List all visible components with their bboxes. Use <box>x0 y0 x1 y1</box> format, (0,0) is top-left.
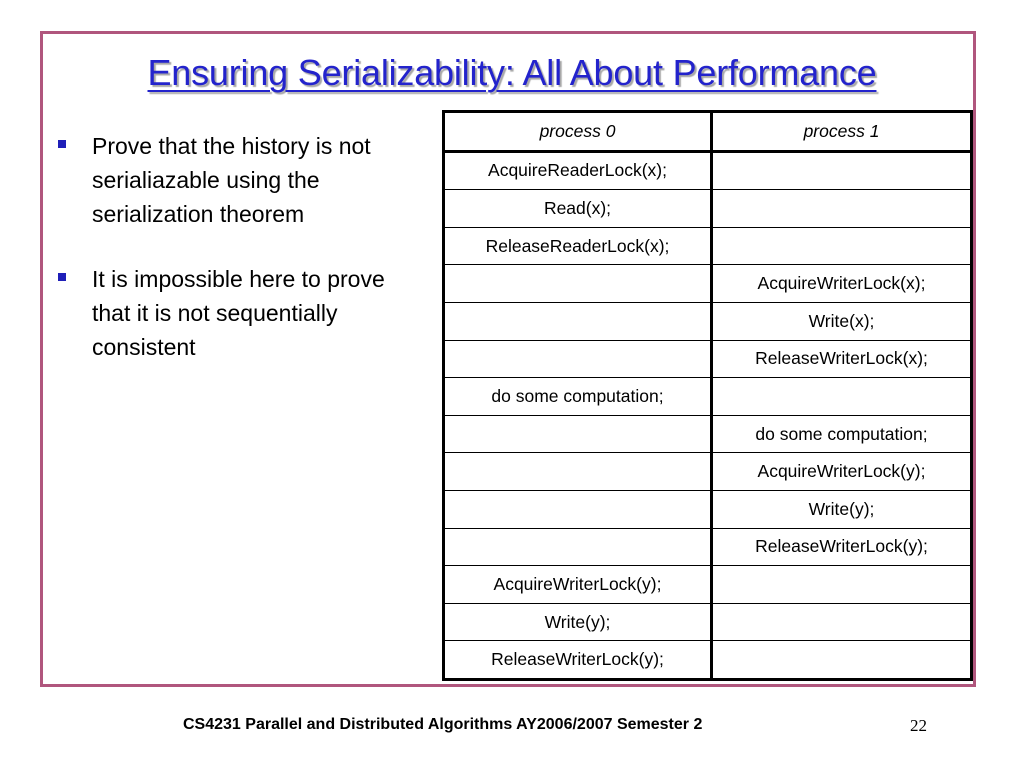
footer-course-text: CS4231 Parallel and Distributed Algorithms AY2006/2007 Semester 2 <box>183 716 703 733</box>
table-cell-process-0 <box>444 453 712 491</box>
table-cell-process-1 <box>712 190 972 228</box>
bullet-text: It is impossible here to prove that it is not sequentially consistent <box>92 266 385 360</box>
table-row <box>444 151 972 190</box>
table-cell-process-1 <box>712 378 972 416</box>
table-row <box>444 641 972 680</box>
bullet-text: Prove that the history is not serialiazable using the serialization theorem <box>92 133 371 227</box>
square-bullet-icon <box>58 273 66 281</box>
bullet-item <box>58 262 428 364</box>
table-cell-process-0 <box>444 528 712 566</box>
table-row <box>444 528 972 566</box>
table-cell-process-1: Write(y); <box>712 490 972 528</box>
table-cell-process-0: Read(x); <box>444 190 712 228</box>
header-process-1: process 1 <box>712 112 972 152</box>
table-cell-process-0 <box>444 340 712 378</box>
table-row <box>444 190 972 228</box>
table-row <box>444 265 972 303</box>
table-header-row <box>444 112 972 152</box>
table-row <box>444 302 972 340</box>
square-bullet-icon <box>58 140 66 148</box>
table-cell-process-0: AcquireReaderLock(x); <box>444 151 712 190</box>
table-cell-process-1: AcquireWriterLock(x); <box>712 265 972 303</box>
table-cell-process-1 <box>712 151 972 190</box>
slide-title: Ensuring Serializability: All About Performance <box>147 52 877 93</box>
table-cell-process-1: AcquireWriterLock(y); <box>712 453 972 491</box>
history-table <box>442 110 973 681</box>
table-cell-process-0 <box>444 265 712 303</box>
table-body <box>444 151 972 679</box>
table-row <box>444 227 972 265</box>
table-cell-process-1 <box>712 641 972 680</box>
table-cell-process-0: do some computation; <box>444 378 712 416</box>
table-cell-process-0 <box>444 490 712 528</box>
table-cell-process-1: do some computation; <box>712 415 972 453</box>
table-cell-process-1: ReleaseWriterLock(x); <box>712 340 972 378</box>
table-cell-process-0: Write(y); <box>444 603 712 641</box>
table-cell-process-0 <box>444 415 712 453</box>
table-cell-process-0: AcquireWriterLock(y); <box>444 566 712 604</box>
table-cell-process-1 <box>712 227 972 265</box>
table-cell-process-0: ReleaseReaderLock(x); <box>444 227 712 265</box>
table-row <box>444 340 972 378</box>
table-row <box>444 378 972 416</box>
table-cell-process-1 <box>712 566 972 604</box>
bullet-item <box>58 129 428 231</box>
header-process-0: process 0 <box>444 112 712 152</box>
table-cell-process-0: ReleaseWriterLock(y); <box>444 641 712 680</box>
table-row <box>444 453 972 491</box>
table-row <box>444 415 972 453</box>
page-number: 22 <box>910 716 927 735</box>
table-row <box>444 603 972 641</box>
table-row <box>444 490 972 528</box>
table-cell-process-1: Write(x); <box>712 302 972 340</box>
table-cell-process-1 <box>712 603 972 641</box>
table-cell-process-1: ReleaseWriterLock(y); <box>712 528 972 566</box>
bullet-list <box>58 129 428 395</box>
table-row <box>444 566 972 604</box>
table-cell-process-0 <box>444 302 712 340</box>
